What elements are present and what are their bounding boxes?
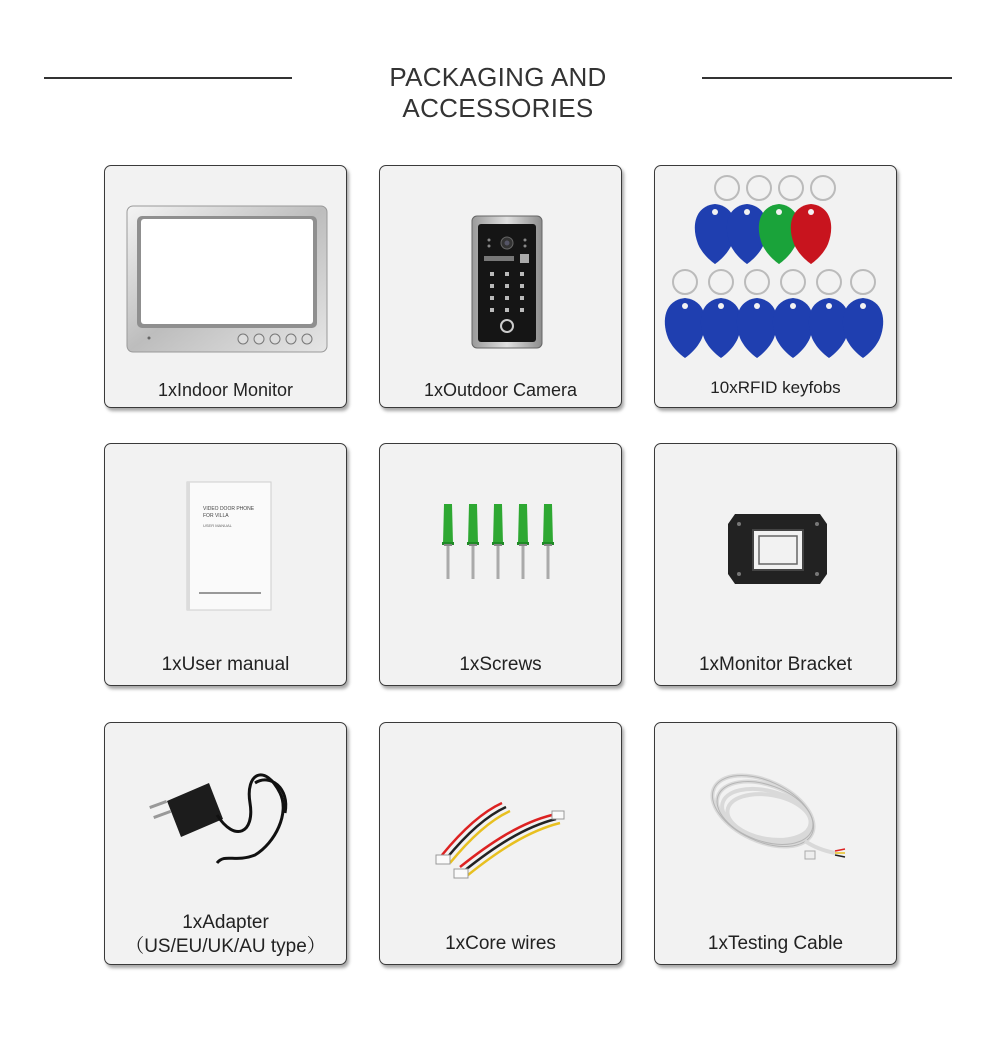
testing-cable-icon [655,723,895,928]
header-rule-left [44,77,292,79]
adapter-label: 1xAdapter [182,912,269,933]
adapter-types-label: （US/EU/UK/AU type） [125,936,326,957]
accessory-card-user-manual [104,443,347,686]
manual-cover-subtitle: FOR VILLA [203,513,229,519]
item-label: 1xTesting Cable [707,933,844,954]
accessory-card-indoor-monitor [104,165,347,408]
outdoor-camera-icon [380,166,620,371]
item-label: 1xIndoor Monitor [157,380,294,400]
item-label: 1xOutdoor Camera [423,380,578,400]
item-label: 1xUser manual [161,654,290,675]
accessory-card-outdoor-camera [379,165,622,408]
screws-icon [380,444,620,649]
core-wires-icon [380,723,620,928]
power-adapter-icon [105,723,345,928]
manual-cover-type: USER MANUAL [203,523,232,528]
header-rule-right [702,77,952,79]
section-header [44,58,952,123]
accessory-card-power-adapter [104,722,347,965]
accessory-card-core-wires [379,722,622,965]
indoor-monitor-icon [105,166,345,371]
user-manual-icon [105,444,345,649]
accessory-card-monitor-bracket [654,443,897,686]
item-label: 10xRFID keyfobs [710,378,841,397]
accessory-card-screws [379,443,622,686]
item-label-multiline [105,911,346,959]
item-label: 1xScrews [459,654,542,675]
item-label: 1xCore wires [445,933,556,954]
page-title: PACKAGING AND ACCESSORIES [389,62,607,123]
rfid-keyfobs-icon [655,166,895,371]
monitor-bracket-icon [655,444,895,649]
manual-cover-title: VIDEO DOOR PHONE [203,506,255,512]
accessory-card-testing-cable [654,722,897,965]
item-label: 1xMonitor Bracket [698,654,853,675]
accessory-card-rfid-keyfobs [654,165,897,408]
